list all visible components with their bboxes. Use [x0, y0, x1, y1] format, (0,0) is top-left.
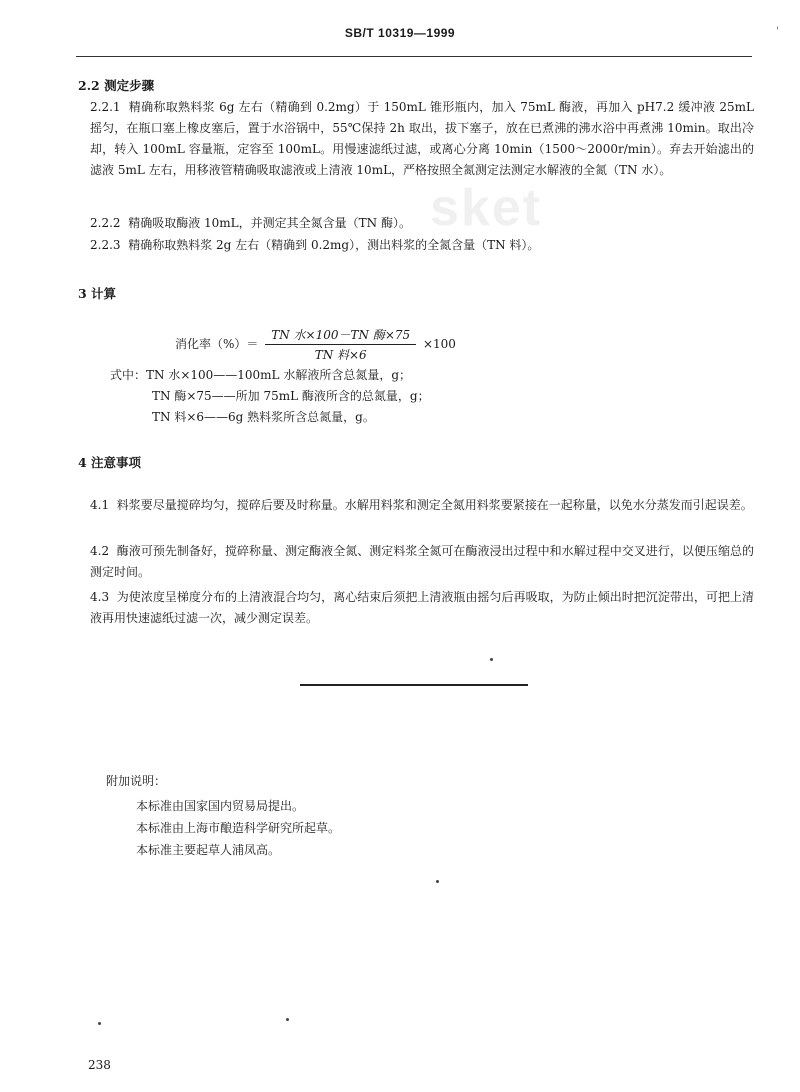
- additional-note-3: 本标准主要起草人浦凤高。: [136, 843, 281, 857]
- paragraph-number: 4.1: [90, 498, 110, 512]
- formula-numerator: TN 水×100－TN 酶×75: [265, 326, 416, 345]
- paragraph-text: 料浆要尽量搅碎均匀，搅碎后要及时称量。水解用料浆和测定全氮用料浆要紧接在一起称量，以免水分蒸发而引起误差。: [116, 498, 753, 512]
- digestion-rate-formula: [175, 326, 456, 363]
- formula-tail: ×100: [422, 337, 456, 351]
- paragraph-2-2-2: [90, 213, 754, 234]
- speck: [490, 658, 493, 661]
- paragraph-4-3: [90, 587, 754, 629]
- header-rule: [76, 56, 752, 57]
- paragraph-number: 4.3: [90, 590, 110, 604]
- section-3-title: 3 计算: [78, 286, 117, 301]
- speck: [436, 880, 439, 883]
- paragraph-number: 2.2.3: [90, 238, 121, 252]
- additional-note-2: 本标准由上海市酿造科学研究所起草。: [136, 821, 341, 835]
- paragraph-text: 精确吸取酶液 10mL，并测定其全氮含量（TN 酶）。: [128, 216, 411, 230]
- paragraph-number: 2.2.1: [90, 100, 121, 114]
- formula-lhs: 消化率（%）＝: [175, 337, 259, 351]
- formula-denominator: TN 料×6: [314, 348, 367, 362]
- paragraph-text: 为使浓度呈梯度分布的上清液混合均匀，离心结束后须把上清液瓶由摇匀后再吸取，为防止倾出时把沉淀带出，可把上清液再用快速滤纸过滤一次，减少测定误差。: [90, 590, 754, 625]
- watermark: sket: [430, 179, 543, 237]
- paragraph-4-1: [90, 495, 754, 516]
- formula-fraction: [265, 326, 416, 363]
- document-header: SB/T 10319—1999: [344, 26, 456, 40]
- paragraph-text: 精确称取熟料浆 6g 左右（精确到 0.2mg）于 150mL 锥形瓶内，加入 75mL 酶液，再加入 pH7.2 缓冲液 25mL 摇匀，在瓶口塞上橡皮塞后，置于水浴锅中，55℃保持 2h 取出，拔下塞子，放在已煮沸的沸水浴中再煮沸 10min。取出冷却，转入 100mL 容量瓶，定容至 100mL。用慢速滤纸过滤，或离心分离 10min（1500～2000r/min）。弃去开始滤出的滤液 5mL 左右，用移液管精确吸取滤液或上清液 10mL，严格按照全氮测定法测定水解液的全氮（TN 水）。: [90, 100, 754, 177]
- additional-notes-title: 附加说明：: [106, 774, 167, 788]
- paragraph-text: 精确称取熟料浆 2g 左右（精确到 0.2mg），测出料浆的全氮含量（TN 料）。: [128, 238, 540, 252]
- where-line-2: TN 酶×75——所加 75mL 酶液所含的总氮量，g；: [152, 389, 430, 403]
- paragraph-text: 酶液可预先制备好，搅碎称量、测定酶液全氮、测定料浆全氮可在酶液浸出过程中和水解过程中交叉进行，以便压缩总的测定时间。: [90, 544, 754, 579]
- paragraph-4-2: [90, 541, 754, 583]
- page-number: 238: [88, 1058, 111, 1072]
- section-2-2-title: 2.2 测定步骤: [78, 78, 155, 93]
- paragraph-number: 4.2: [90, 544, 110, 558]
- end-rule: [300, 684, 528, 686]
- where-line-1: 式中：TN 水×100——100mL 水解液所含总氮量，g；: [110, 368, 412, 382]
- paragraph-2-2-3: [90, 235, 754, 256]
- paragraph-number: 2.2.2: [90, 216, 121, 230]
- additional-note-1: 本标准由国家国内贸易局提出。: [136, 799, 305, 813]
- section-4-title: 4 注意事项: [78, 455, 142, 470]
- where-line-3: TN 料×6——6g 熟料浆所含总氮量，g。: [152, 410, 375, 424]
- paragraph-2-2-1: [90, 97, 754, 181]
- speck: [98, 1022, 101, 1025]
- corner-mark: ': [776, 26, 779, 37]
- speck: [286, 1018, 289, 1021]
